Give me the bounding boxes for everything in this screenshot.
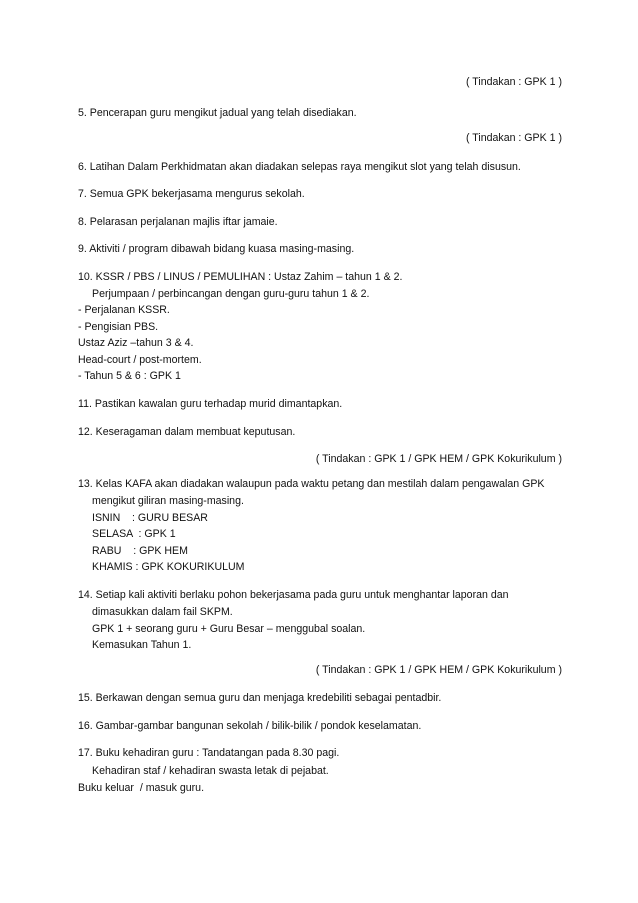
item-14-line: GPK 1 + seorang guru + Guru Besar – menggubal soalan. <box>92 623 366 635</box>
item-9: 9. Aktiviti / program dibawah bidang kuasa masing-masing. <box>78 243 355 255</box>
item-14-line: Kemasukan Tahun 1. <box>92 639 192 651</box>
item-10-line: Head-court / post-mortem. <box>78 354 202 366</box>
schedule-line: RABU : GPK HEM <box>92 545 188 557</box>
schedule-line: SELASA : GPK 1 <box>92 528 176 540</box>
item-11: 11. Pastikan kawalan guru terhadap murid dimantapkan. <box>78 398 343 410</box>
item-10-line: Perjumpaan / perbincangan dengan guru-guru tahun 1 & 2. <box>92 288 370 300</box>
item-8: 8. Pelarasan perjalanan majlis iftar jamaie. <box>78 216 278 228</box>
action-note: ( Tindakan : GPK 1 / GPK HEM / GPK Kokurikulum ) <box>315 453 562 465</box>
schedule-line: KHAMIS : GPK KOKURIKULUM <box>92 561 245 573</box>
action-note: ( Tindakan : GPK 1 ) <box>466 132 562 144</box>
item-17: 17. Buku kehadiran guru : Tandatangan pada 8.30 pagi. <box>78 747 340 759</box>
item-10-line: - Perjalanan KSSR. <box>78 304 170 316</box>
action-note: ( Tindakan : GPK 1 / GPK HEM / GPK Kokurikulum ) <box>315 664 562 676</box>
item-17-line: Buku keluar / masuk guru. <box>78 782 205 794</box>
item-13-line: mengikut giliran masing-masing. <box>92 495 244 507</box>
item-13: 13. Kelas KAFA akan diadakan walaupun pada waktu petang dan mestilah dalam pengawalan GPK <box>78 478 545 490</box>
item-16: 16. Gambar-gambar bangunan sekolah / bilik-bilik / pondok keselamatan. <box>78 720 422 732</box>
item-6: 6. Latihan Dalam Perkhidmatan akan diadakan selepas raya mengikut slot yang telah disusun. <box>78 161 521 173</box>
item-14-line: dimasukkan dalam fail SKPM. <box>92 606 233 618</box>
item-10-line: Ustaz Aziz –tahun 3 & 4. <box>78 337 194 349</box>
item-10-line: - Tahun 5 & 6 : GPK 1 <box>78 370 181 382</box>
schedule-line: ISNIN : GURU BESAR <box>92 512 208 524</box>
item-12: 12. Keseragaman dalam membuat keputusan. <box>78 426 296 438</box>
item-10: 10. KSSR / PBS / LINUS / PEMULIHAN : Ustaz Zahim – tahun 1 & 2. <box>78 271 403 283</box>
action-note: ( Tindakan : GPK 1 ) <box>466 76 562 88</box>
item-15: 15. Berkawan dengan semua guru dan menjaga kredebiliti sebagai pentadbir. <box>78 692 442 704</box>
item-14: 14. Setiap kali aktiviti berlaku pohon bekerjasama pada guru untuk menghantar laporan dan <box>78 589 509 601</box>
item-7: 7. Semua GPK bekerjasama mengurus sekolah. <box>78 188 305 200</box>
item-5: 5. Pencerapan guru mengikut jadual yang telah disediakan. <box>78 107 357 119</box>
item-10-line: - Pengisian PBS. <box>78 321 159 333</box>
item-17-line: Kehadiran staf / kehadiran swasta letak di pejabat. <box>92 765 329 777</box>
